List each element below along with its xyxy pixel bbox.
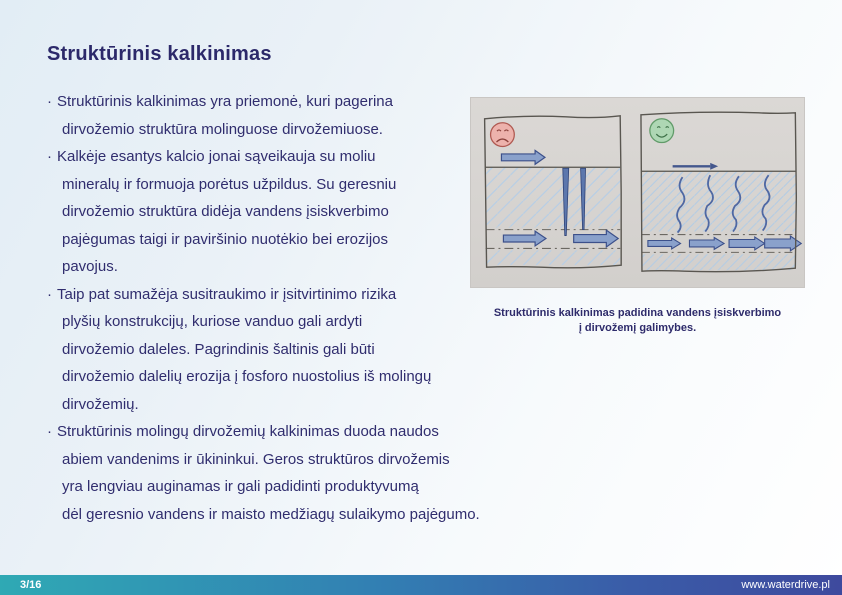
figure-caption-line: į dirvožemį galimybes.: [578, 322, 697, 334]
bullet-marker: ·: [47, 148, 52, 165]
bullet-text: Struktūrinis molingų dirvožemių kalkinimas duoda naudos: [57, 423, 439, 440]
footer-bar: [0, 575, 842, 595]
bullet-line: pavojus.: [62, 258, 118, 275]
bullet-line: [47, 418, 577, 446]
happy-face-icon: [650, 119, 674, 143]
left-panel-sketch: [485, 116, 622, 268]
sad-face-icon: [491, 123, 515, 147]
bullet-line: dirvožemio struktūra molinguose dirvožemiuose.: [62, 120, 383, 138]
bullet-line: dėl geresnio vandens ir maisto medžiagų sulaikymo pajėgumo.: [62, 505, 480, 523]
bullet-marker: ·: [47, 285, 52, 303]
bullet-text: Struktūrinis kalkinimas yra priemonė, kuri pagerina: [57, 93, 393, 110]
right-subsoil-hatch: [642, 254, 796, 270]
bullet-line: pajėgumas taigi ir paviršinio nuotėkio bei erozijos: [62, 230, 389, 248]
bullet-text: Kalkėje esantys kalcio jonai sąveikauja su moliu: [57, 148, 376, 165]
bullet-line: abiem vandenims ir ūkininkui. Geros struktūros dirvožemis: [62, 450, 450, 468]
small-runoff-arrow-head: [710, 163, 718, 170]
right-panel-sketch: [641, 112, 801, 272]
soil-sketch-svg: [471, 98, 804, 287]
drain-flow-arrow-icon: [689, 238, 724, 250]
bullet-line: dirvožemio daleles. Pagrindinis šaltinis gali būti: [62, 340, 375, 358]
drain-flow-arrow-icon: [648, 238, 681, 249]
figure-caption: [470, 306, 805, 336]
left-soil-hatch: [486, 167, 621, 227]
bullet-line: dirvožemio struktūra didėja vandens įsiskverbimo: [62, 203, 389, 220]
drain-flow-arrow-icon: [729, 237, 765, 250]
bullet-item: [47, 281, 577, 419]
bullet-marker: ·: [47, 423, 52, 440]
bullet-text: Taip pat sumažėja susitraukimo ir įsitvirtinimo rizika: [57, 285, 397, 303]
left-subsoil-hatch: [486, 250, 621, 265]
figure-caption-line: Struktūrinis kalkinimas padidina vandens įsiskverbimo: [493, 307, 782, 319]
page-title: Struktūrinis kalkinimas: [47, 43, 272, 65]
bullet-line: yra lengviau auginamas ir gali padidinti produktyvumą: [62, 478, 419, 495]
drain-flow-arrow-icon: [503, 231, 546, 246]
bullet-line: dirvožemių.: [62, 395, 139, 413]
bullet-item: [47, 418, 577, 528]
right-soil-hatch: [642, 171, 796, 231]
page-number: 3/16: [20, 579, 42, 591]
bullet-line: mineralų ir formuoja porėtus užpildus. Su geresniu: [62, 175, 397, 193]
website-url: www.waterdrive.pl: [741, 579, 830, 591]
drain-flow-arrow-icon: [574, 230, 619, 247]
soil-sketch-image: [470, 97, 805, 288]
bullet-line: dirvožemio dalelių erozija į fosforo nuostolius iš molingų: [62, 368, 432, 385]
bullet-line: plyšių konstrukcijų, kuriose vanduo gali ardyti: [62, 313, 363, 330]
bullet-marker: ·: [47, 93, 52, 110]
surface-runoff-arrow-icon: [501, 150, 545, 164]
